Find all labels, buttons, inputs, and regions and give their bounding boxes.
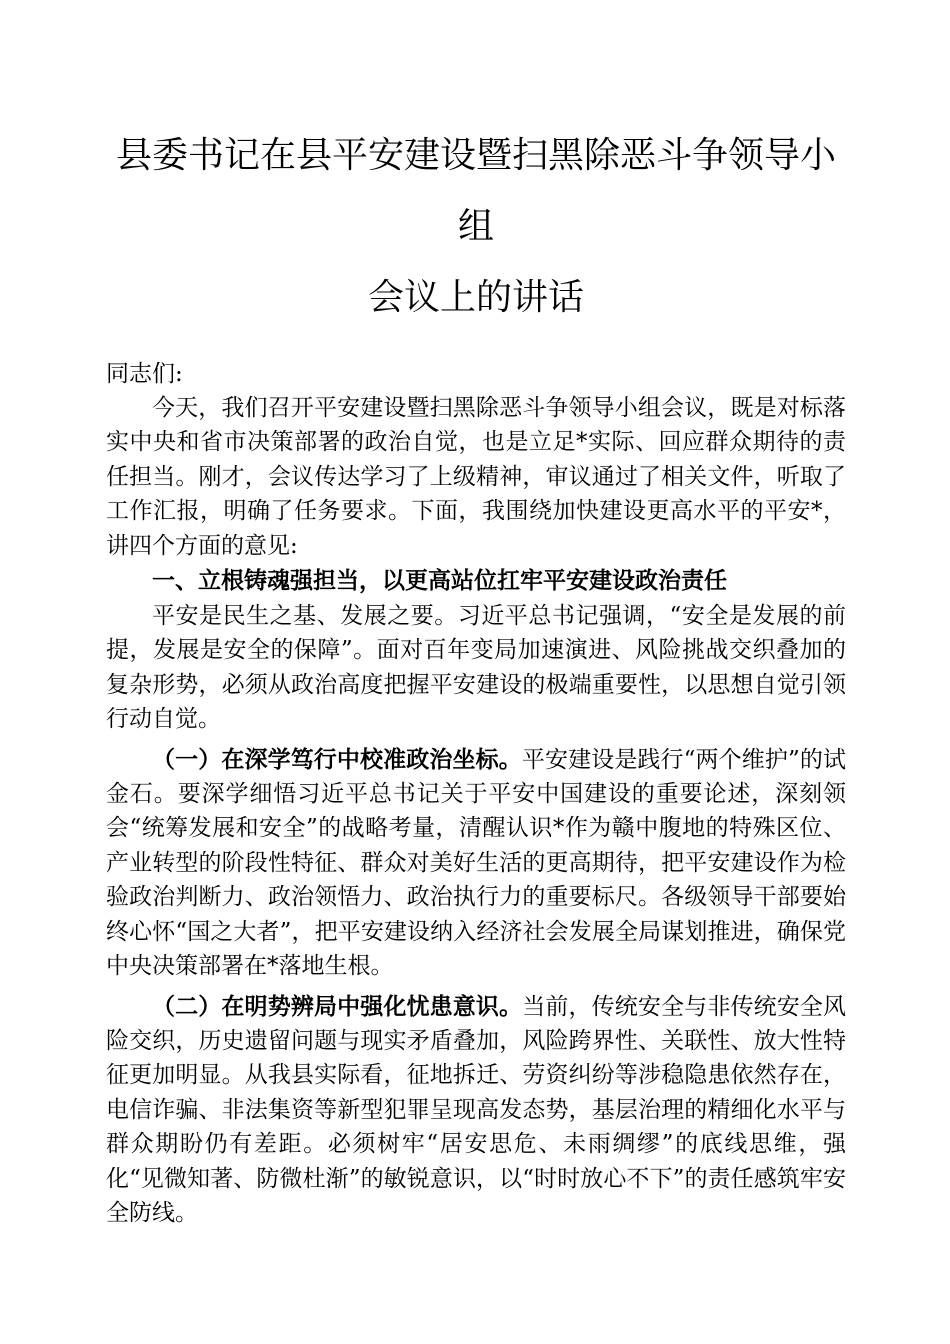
title-line-2: 会议上的讲话 <box>367 277 584 318</box>
section-1-intro-paragraph: 平安是民生之基、发展之要。习近平总书记强调，“安全是发展的前提，发展是安全的保障”。面对百年变局加速演进、风险挑战交织叠加的复杂形势，必须从政治高度把握平安建设的极端重要性，以思想自觉引领行动自觉。 <box>106 603 846 733</box>
section-1-heading: 一、立根铸魂强担当，以更高站位扛牢平安建设政治责任 <box>152 567 727 595</box>
salutation: 同志们: <box>106 361 183 387</box>
title-line-1: 县委书记在县平安建设暨扫黑除恶斗争领导小组 <box>115 135 836 247</box>
document-page <box>106 120 846 1230</box>
point-1-title: （一）在深学笃行中校准政治坐标。 <box>152 745 522 773</box>
point-1-body: 平安建设是践行“两个维护”的试金石。要深学细悟习近平总书记关于平安中国建设的重要论述，深刻领会“统筹发展和安全”的战略考量，清醒认识*作为赣中腹地的特殊区位、产业转型的阶段性特征、群众对美好生活的更高期待，把平安建设作为检验政治判断力、政治领悟力、政治执行力的重要标尺。各级领导干部要始终心怀“国之大者”，把平安建设纳入经济社会发展全局谋划推进，确保党中央决策部署在*落地生根。 <box>106 746 846 980</box>
document-title <box>106 120 846 333</box>
point-1-paragraph <box>106 743 846 984</box>
point-2-paragraph <box>106 990 846 1231</box>
intro-paragraph: 今天，我们召开平安建设暨扫黑除恶斗争领导小组会议，既是对标落实中央和省市决策部署的政治自觉，也是立足*实际、回应群众期待的责任担当。刚才，会议传达学习了上级精神，审议通过了相关文件，听取了工作汇报，明确了任务要求。下面，我围绕加快建设更高水平的平安*，讲四个方面的意见: <box>106 395 846 559</box>
point-2-title: （二）在明势辨局中强化忧患意识。 <box>152 992 523 1020</box>
point-2-body: 当前，传统安全与非传统安全风险交织，历史遗留问题与现实矛盾叠加，风险跨界性、关联性、放大性特征更加明显。从我县实际看，征地拆迁、劳资纠纷等涉稳隐患依然存在，电信诈骗、非法集资等新型犯罪呈现高发态势，基层治理的精细化水平与群众期盼仍有差距。必须树牢“居安思危、未雨绸缪”的底线思维，强化“见微知著、防微杜渐”的敏锐意识，以“时时放心不下”的责任感筑牢安全防线。 <box>106 993 847 1226</box>
